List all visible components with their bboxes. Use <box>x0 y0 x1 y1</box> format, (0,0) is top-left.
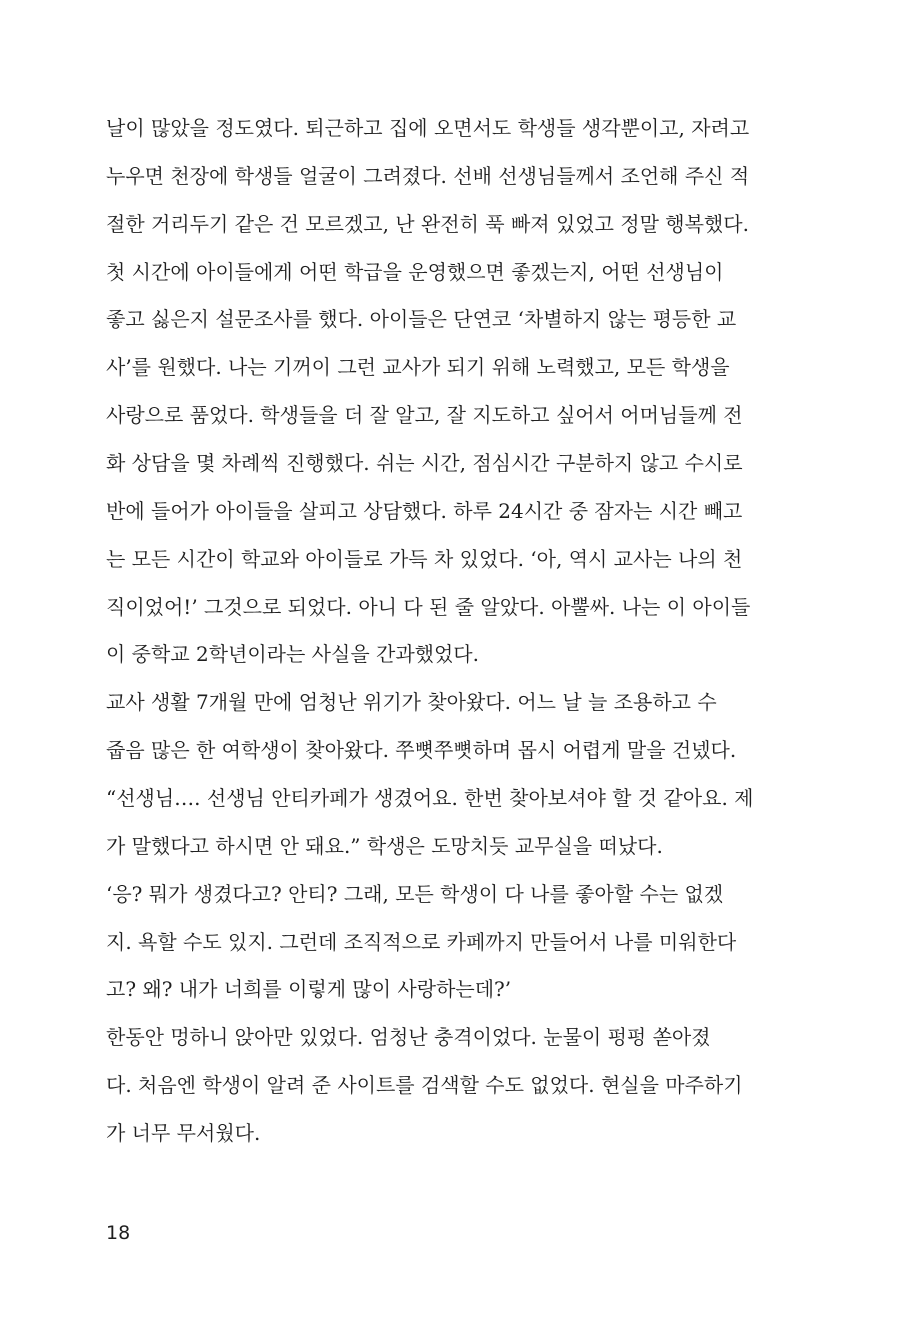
text-line: 줍음 많은 한 여학생이 찾아왔다. 쭈뼛쭈뼛하며 몹시 어렵게 말을 건넸다. <box>106 738 737 762</box>
text-line: 누우면 천장에 학생들 얼굴이 그려졌다. 선배 선생님들께서 조언해 주신 적 <box>106 164 750 188</box>
text-line: “선생님…. 선생님 안티카페가 생겼어요. 한번 찾아보셔야 할 것 같아요. 제 <box>106 786 754 810</box>
text-line: 좋고 싫은지 설문조사를 했다. 아이들은 단연코 ‘차별하지 않는 평등한 교 <box>106 307 737 331</box>
text-line: 한동안 멍하니 앉아만 있었다. 엄청난 충격이었다. 눈물이 펑펑 쏟아졌 <box>106 1025 711 1049</box>
text-line: 교사 생활 7개월 만에 엄청난 위기가 찾아왔다. 어느 날 늘 조용하고 수 <box>106 690 717 714</box>
text-line: 직이었어!’ 그것으로 되었다. 아니 다 된 줄 알았다. 아뿔싸. 나는 이 아이들 <box>106 595 751 619</box>
page-number: 18 <box>106 1222 131 1244</box>
text-line: 가 너무 무서웠다. <box>106 1121 261 1145</box>
text-line: 화 상담을 몇 차례씩 진행했다. 쉬는 시간, 점심시간 구분하지 않고 수시로 <box>106 451 743 475</box>
text-line: 지. 욕할 수도 있지. 그런데 조직적으로 카페까지 만들어서 나를 미워한다 <box>106 930 737 954</box>
text-line: 사랑으로 품었다. 학생들을 더 잘 알고, 잘 지도하고 싶어서 어머님들께 전 <box>106 403 743 427</box>
text-line: 절한 거리두기 같은 건 모르겠고, 난 완전히 푹 빠져 있었고 정말 행복했다. <box>106 212 749 236</box>
text-line: 이 중학교 2학년이라는 사실을 간과했었다. <box>106 642 479 666</box>
text-line: 첫 시간에 아이들에게 어떤 학급을 운영했으면 좋겠는지, 어떤 선생님이 <box>106 260 724 284</box>
text-line: 사’를 원했다. 나는 기꺼이 그런 교사가 되기 위해 노력했고, 모든 학생을 <box>106 355 730 379</box>
text-line: 는 모든 시간이 학교와 아이들로 가득 차 있었다. ‘아, 역시 교사는 나의 천 <box>106 547 743 571</box>
text-line: 가 말했다고 하시면 안 돼요.” 학생은 도망치듯 교무실을 떠났다. <box>106 834 663 858</box>
text-line: 날이 많았을 정도였다. 퇴근하고 집에 오면서도 학생들 생각뿐이고, 자려고 <box>106 116 750 140</box>
text-line: 다. 처음엔 학생이 알려 준 사이트를 검색할 수도 없었다. 현실을 마주하기 <box>106 1073 743 1097</box>
text-line: 고? 왜? 내가 너희를 이렇게 많이 사랑하는데?’ <box>106 977 512 1001</box>
text-line: 반에 들어가 아이들을 살피고 상담했다. 하루 24시간 중 잠자는 시간 빼고 <box>106 499 743 523</box>
text-line: ‘응? 뭐가 생겼다고? 안티? 그래, 모든 학생이 다 나를 좋아할 수는 없겠 <box>106 882 724 906</box>
